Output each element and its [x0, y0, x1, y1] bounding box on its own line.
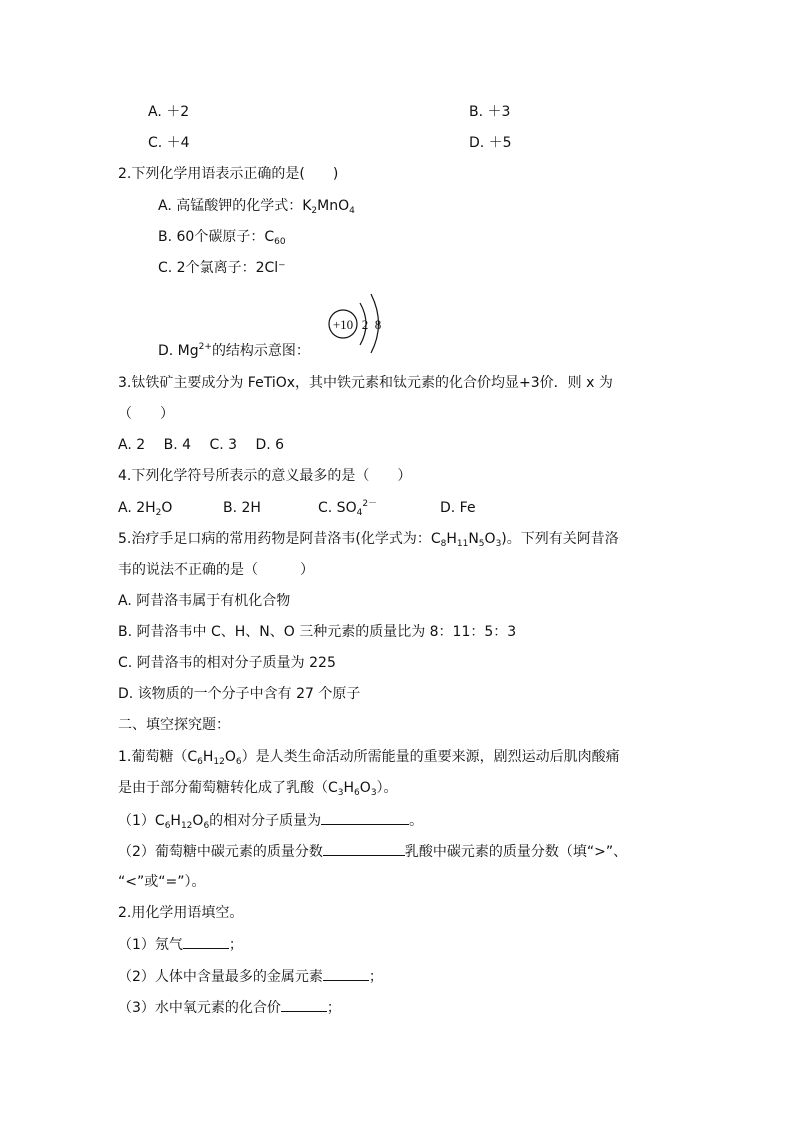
q2-a-sub1: 2	[311, 206, 318, 216]
f1-l1-m2: O	[224, 749, 236, 765]
q3-options: A. 2 B. 4 C. 3 D. 6	[118, 437, 285, 453]
q2-d-sup: 2+	[198, 342, 212, 352]
q5-option-a: A. 阿昔洛韦属于有机化合物	[118, 593, 291, 609]
f1-sub1-end: 。	[409, 813, 424, 829]
q1-option-c: C. ＋4	[148, 135, 190, 151]
f2-item3	[118, 997, 341, 1017]
nucleus-label: +10	[332, 317, 354, 332]
f1-sub1-mid: 的相对分子质量为	[209, 813, 322, 829]
f1-sub1-m2: O	[192, 813, 204, 829]
q5-option-c: C. 阿昔洛韦的相对分子质量为 225	[118, 655, 336, 671]
f2-item2-label: （2）人体中含量最多的金属元素	[118, 969, 323, 985]
q3-paren: （ ）	[118, 406, 174, 422]
q2-d-suffix: 的结构示意图：	[211, 343, 310, 359]
q5-m3: O	[484, 531, 496, 547]
f1-sub2-line2: “<”或“=”）。	[118, 874, 206, 890]
shell1-electrons: 2	[361, 317, 369, 332]
q5-option-d: D. 该物质的一个分子中含有 27 个原子	[118, 686, 361, 702]
f1-l1-s2: 12	[213, 757, 225, 767]
f1-l2-s3: 3	[370, 788, 377, 798]
f2-item1-end: ；	[228, 937, 243, 953]
f1-l2-m2: O	[359, 780, 371, 796]
f2-item2-blank[interactable]	[323, 966, 369, 981]
f2-item2-end: ；	[368, 969, 383, 985]
q2-a-sub2: 4	[349, 206, 355, 216]
f1-l2-m1: H	[343, 780, 355, 796]
q2-a-prefix: A. 高锰酸钾的化学式：K	[158, 198, 312, 214]
f1-l2-s1: 3	[337, 788, 344, 798]
q5-s2: 11	[456, 539, 469, 549]
q5-s1: 8	[440, 539, 447, 549]
q4-c-sup: 2－	[362, 499, 378, 509]
f1-sub1-m1: H	[170, 813, 181, 829]
f2-item1-label: （1）氖气	[118, 937, 183, 953]
q2-a-mid: MnO	[317, 198, 350, 214]
q5-stem-line2: 韦的说法不正确的是（ ）	[118, 562, 314, 578]
f2-item1-blank[interactable]	[183, 934, 229, 949]
f1-sub1-s3: 6	[203, 821, 210, 831]
q4-option-d: D. Fe	[440, 500, 476, 516]
section-heading: 二、填空探究题：	[118, 717, 230, 733]
f1-l2-prefix: 是由于部分葡萄糖转化成了乳酸（C	[118, 780, 338, 796]
q4-stem: 4.下列化学符号所表示的意义最多的是（ ）	[118, 468, 412, 484]
f1-l2-suffix: ）。	[376, 780, 398, 796]
q5-stem-suffix: )。下列有关阿昔洛	[501, 531, 619, 547]
f1-line2	[118, 778, 398, 798]
f2-item2	[118, 966, 383, 986]
f1-l1-m1: H	[202, 749, 214, 765]
f2-item1	[118, 934, 243, 954]
q4-option-a	[118, 498, 172, 518]
q4-option-c	[318, 498, 377, 518]
q5-option-b: B. 阿昔洛韦中 C、H、N、O 三种元素的质量比为 8：11：5：3	[118, 624, 517, 640]
f1-sub1-answer-blank[interactable]	[321, 810, 409, 825]
f1-sub2-answer-blank[interactable]	[323, 841, 405, 856]
f1-sub1-s2: 12	[180, 821, 193, 831]
shell2-electrons: 8	[374, 317, 382, 332]
f1-l1-suffix: ）是人类生命活动所需能量的重要来源，剧烈运动后肌肉酸痛	[241, 749, 620, 765]
f1-l1-s1: 6	[197, 757, 203, 767]
q2-b-prefix: B. 60个碳原子：C	[158, 229, 275, 245]
q5-stem-line1	[118, 529, 619, 549]
q1-option-a: A. ＋2	[148, 104, 190, 120]
f2-item3-label: （3）水中氧元素的化合价	[118, 1000, 281, 1016]
f2-item3-end: ；	[326, 1000, 341, 1016]
q5-s3: 5	[478, 539, 485, 549]
q4-a-prefix: A. 2H	[118, 500, 156, 516]
q5-m2: N	[468, 531, 479, 547]
f1-sub2-prefix: （2）葡萄糖中碳元素的质量分数	[118, 844, 323, 860]
f1-sub1-s1: 6	[164, 821, 171, 831]
q5-m1: H	[446, 531, 457, 547]
q5-stem-prefix: 5.治疗手足口病的常用药物是阿昔洛韦(化学式为：C	[118, 531, 441, 547]
q4-a-sub: 2	[155, 508, 162, 518]
q1-option-d: D. ＋5	[469, 135, 512, 151]
f1-l2-s2: 6	[354, 788, 360, 798]
q5-s4: 3	[495, 539, 502, 549]
f1-sub2	[118, 841, 627, 861]
f1-l1-s3: 6	[235, 757, 242, 767]
f1-line1	[118, 747, 620, 767]
q4-c-prefix: C. SO	[318, 500, 357, 516]
q2-b-sub: 60	[274, 237, 286, 247]
f1-l1-prefix: 1.葡萄糖（C	[118, 749, 198, 765]
q2-option-c: C. 2个氯离子：2Cl⁻	[158, 260, 286, 276]
q2-option-b	[158, 227, 286, 247]
q2-stem: 2.下列化学用语表示正确的是( )	[118, 166, 339, 182]
f1-sub1-prefix: （1）C	[118, 813, 165, 829]
q4-c-sub: 4	[356, 508, 363, 518]
q2-d-prefix: D. Mg	[158, 343, 199, 359]
q2-option-a	[158, 196, 355, 216]
q4-option-b: B. 2H	[223, 500, 261, 516]
f1-sub2-suffix: 乳酸中碳元素的质量分数（填“>”、	[404, 844, 628, 860]
q1-option-b: B. ＋3	[469, 104, 511, 120]
q3-stem: 3.钛铁矿主要成分为 FeTiOx，其中铁元素和钛元素的化合价均显+3价．则 x 为	[118, 375, 613, 391]
f2-item3-blank[interactable]	[281, 997, 327, 1012]
f1-sub1	[118, 810, 423, 830]
q4-a-suffix: O	[161, 500, 173, 516]
mg-ion-structure-diagram	[326, 291, 388, 355]
q2-option-d	[158, 341, 310, 361]
f2-stem: 2.用化学用语填空。	[118, 905, 244, 921]
